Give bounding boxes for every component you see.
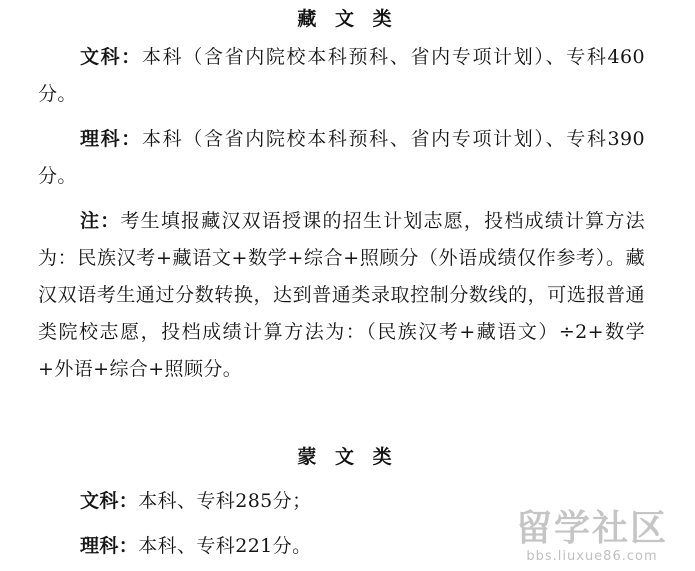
- line-label-like: 理科：: [80, 535, 139, 557]
- paragraph-zang-note: [0, 203, 695, 388]
- line-label-wenke: 文科：: [80, 490, 139, 512]
- line-text-like: 本科、专科221分。: [138, 535, 312, 557]
- line-label-wenke: 文科：: [80, 46, 142, 68]
- line-label-like: 理科：: [80, 128, 142, 150]
- section-heading-mengwen: 蒙 文 类: [297, 446, 398, 468]
- line-text-wenke: 本科（含省内院校本科预科、省内专项计划）、专科460分。: [38, 46, 645, 105]
- section-heading-zangwen: 藏 文 类: [297, 8, 398, 30]
- watermark-url-text: bbs.liuxue86.com: [526, 549, 658, 564]
- spacer: [0, 31, 695, 39]
- spacer: [0, 195, 695, 203]
- spacer: [0, 113, 695, 121]
- line-label-note: 注：: [80, 210, 121, 232]
- paragraph-meng-wenke: [0, 483, 695, 520]
- watermark-main-text: 留学社区: [515, 508, 668, 549]
- paragraph-zang-like: [0, 121, 695, 195]
- paragraph-meng-like: [0, 528, 695, 565]
- line-text-note: 考生填报藏汉双语授课的招生计划志愿，投档成绩计算方法为：民族汉考+藏语文+数学+综合+照顾分（外语成绩仅作参考）。藏汉双语考生通过分数转换，达到普通类录取控制分数线的，可选报普通类院校志愿，投档成绩计算方法为：（民族汉考+藏语文）÷2+数学+外语+综合+照顾分。: [38, 210, 645, 380]
- spacer: [0, 388, 695, 432]
- line-text-like: 本科（含省内院校本科预科、省内专项计划）、专科390分。: [38, 128, 645, 187]
- line-text-wenke: 本科、专科285分；: [138, 490, 312, 512]
- spacer: [0, 469, 695, 483]
- paragraph-zang-wenke: [0, 39, 695, 113]
- spacer: [0, 520, 695, 528]
